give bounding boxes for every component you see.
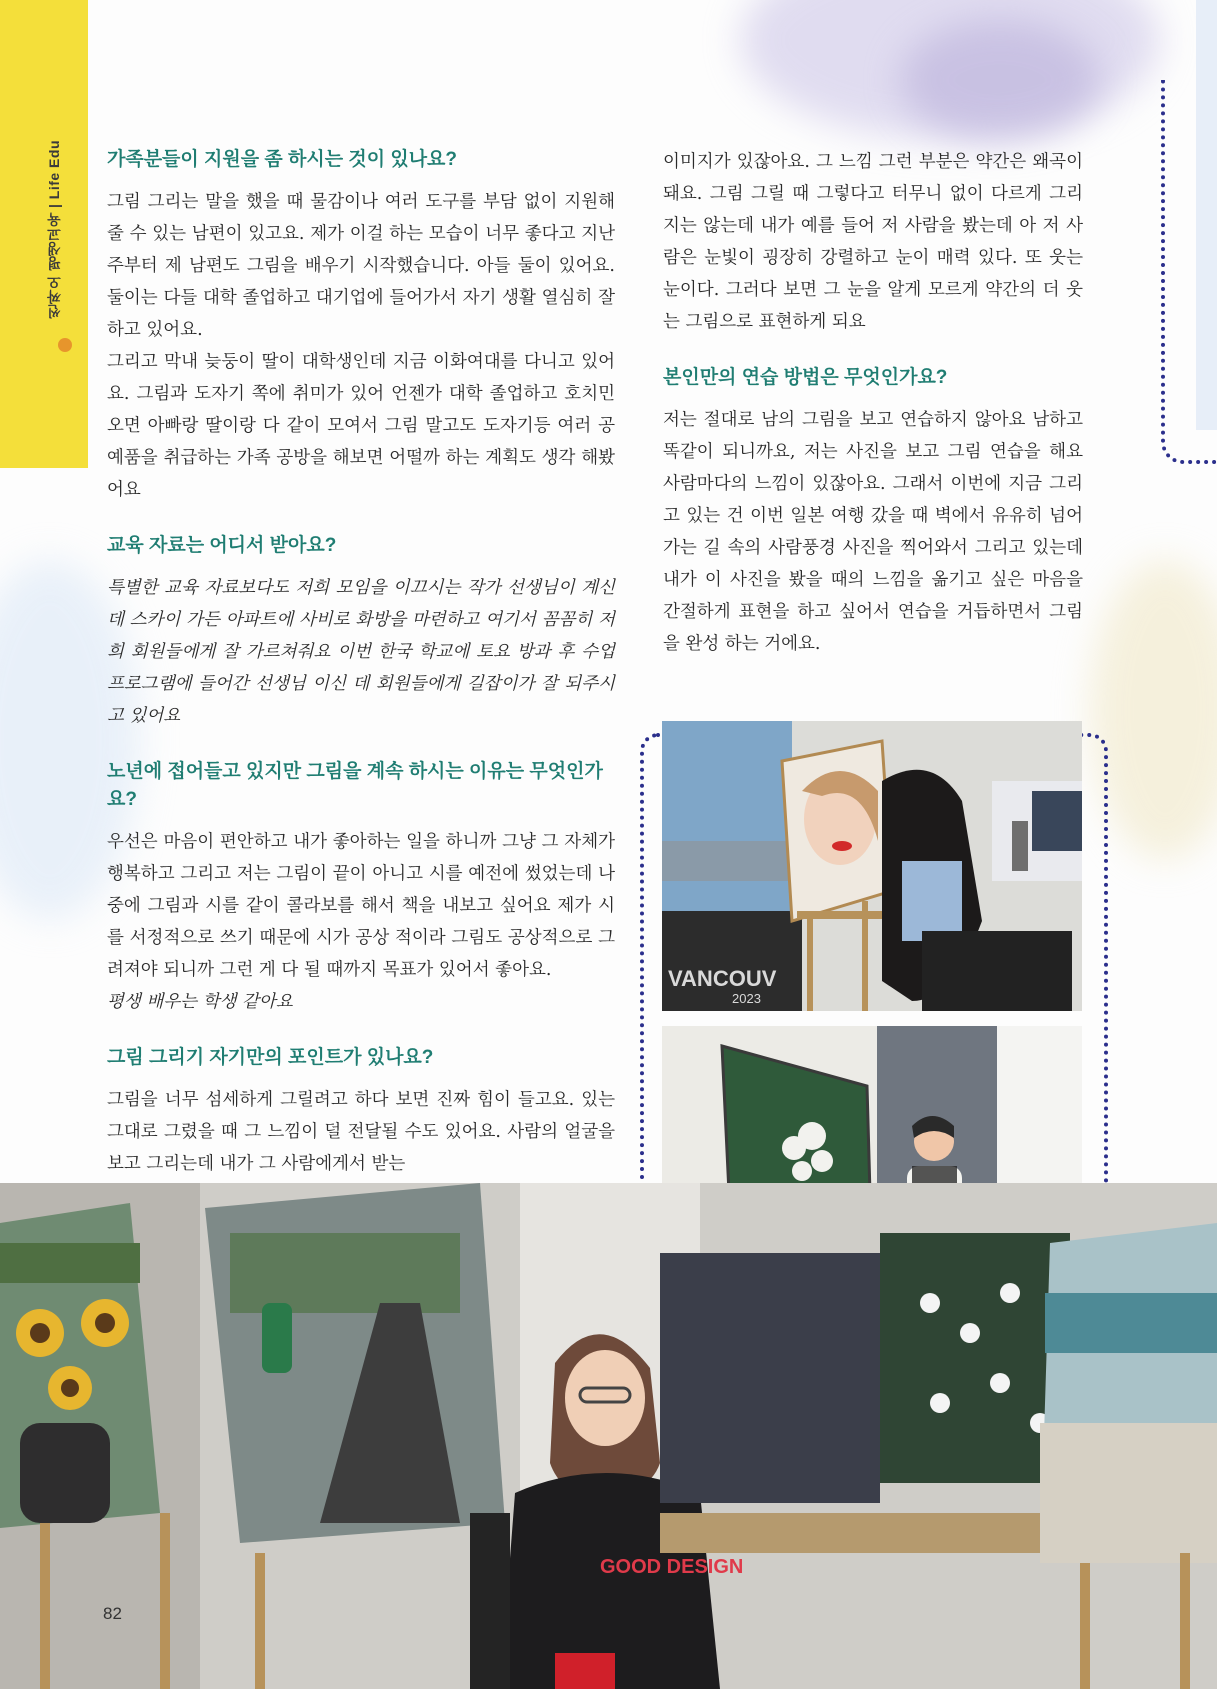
watercolor-wash-right xyxy=(1090,560,1217,860)
answer-closing: 평생 배우는 학생 같아요 xyxy=(107,992,293,1012)
answer-paragraph: 그림을 너무 섬세하게 그릴려고 하다 보면 진짜 힘이 들고요. 있는 그대로 그렸을 때 그 느낌이 덜 전달될 수도 있어요. 사람의 얼굴을 보고 그리는데 내가 그 사람에게서 받는 xyxy=(107,1090,615,1174)
answer-paragraph: 그리고 막내 늦둥이 딸이 대학생인데 지금 이화여대를 다니고 있어요. 그림과 도자기 쪽에 취미가 있어 언젠가 대학 졸업하고 호치민 오면 아빠랑 딸이랑 다 같이 모여서 그림 말고도 도자기등 여러 공예품을 취급하는 가족 공방을 해보면 어떨까 하는 계획도 생각 해봤어요 xyxy=(107,352,615,500)
watercolor-wash-top-2 xyxy=(900,20,1100,140)
left-column xyxy=(107,146,615,1180)
canvas-text: VANCOUV xyxy=(668,966,777,991)
answer-paragraph: 그림 그리는 말을 했을 때 물감이나 여러 도구를 부담 없이 지원해 줄 수 있는 남편이 있고요. 제가 이걸 하는 모습이 너무 좋다고 지난주부터 제 남편도 그림을 배우기 시작했습니다. 아들 둘이 있어요. 둘이는 다들 대학 졸업하고 대기업에 들어가서 자기 생활 열심히 잘 하고 있어요. xyxy=(107,192,615,340)
shirt-text: GOOD DESIGN xyxy=(600,1556,744,1578)
question-heading: 본인만의 연습 방법은 무엇인가요? xyxy=(663,367,948,388)
question-heading: 노년에 접어들고 있지만 그림을 계속 하시는 이유는 무엇인가요? xyxy=(107,761,603,810)
page-number: 82 xyxy=(103,1604,122,1623)
question-heading: 교육 자료는 어디서 받아요? xyxy=(107,535,337,556)
section-label: 씬짜오 평생교육 | Life Edu xyxy=(46,140,62,319)
photo-portrait-painting xyxy=(662,721,1082,1011)
right-dotted-border xyxy=(1161,80,1217,464)
question-heading: 가족분들이 지원을 좀 하시는 것이 있나요? xyxy=(107,149,458,170)
right-column xyxy=(663,146,1083,660)
answer-paragraph: 저는 절대로 남의 그림을 보고 연습하지 않아요 남하고 똑같이 되니까요, 저는 사진을 보고 그림 연습을 해요 사람마다의 느낌이 있잖아요. 그래서 이번에 지금 그리고 있는 건 이번 일본 여행 갔을 때 벽에서 유유히 넘어 가는 길 속의 사람풍경 사진을 찍어와서 그리고 있는데 내가 이 사진을 봤을 때의 느낌을 옮기고 싶은 마음을 간절하게 표현을 하고 싶어서 연습을 거듭하면서 그림을 완성 하는 거에요. xyxy=(663,410,1083,654)
answer-continuation: 이미지가 있잖아요. 그 느낌 그런 부분은 약간은 왜곡이 돼요. 그림 그릴 때 그렇다고 터무니 없이 다르게 그리지는 않는데 내가 예를 들어 저 사람을 봤는데 아 저 사람은 눈빛이 굉장히 강렬하고 눈이 매력 있다. 또 웃는 눈이다. 그러다 보면 그 눈을 알게 모르게 약간의 더 웃는 그림으로 표현하게 되요 xyxy=(663,152,1083,332)
question-heading: 그림 그리기 자기만의 포인트가 있나요? xyxy=(107,1047,434,1068)
section-icon xyxy=(58,338,72,352)
canvas-subtext: 2023 xyxy=(732,991,761,1006)
photo-artist-portrait xyxy=(0,1183,1217,1689)
answer-paragraph: 우선은 마음이 편안하고 내가 좋아하는 일을 하니까 그냥 그 자체가 행복하고 그리고 저는 그림이 끝이 아니고 시를 예전에 썼었는데 나중에 그림과 시를 같이 콜라보를 해서 책을 내보고 싶어요 제가 시를 서정적으로 쓰기 때문에 시가 공상 적이라 그림도 공상적으로 그려져야 되니까 그런 게 다 될 때까지 목표가 있어서 좋아요. xyxy=(107,832,615,980)
answer-paragraph: 특별한 교육 자료보다도 저희 모임을 이끄시는 작가 선생님이 계신데 스카이 가든 아파트에 사비로 화방을 마련하고 여기서 꼼꼼히 저희 회원들에게 잘 가르쳐줘요 이번 한국 학교에 토요 방과 후 수업 프로그램에 들어간 선생님 이신 데 회원들에게 길잡이가 잘 되주시고 있어요 xyxy=(107,578,615,726)
